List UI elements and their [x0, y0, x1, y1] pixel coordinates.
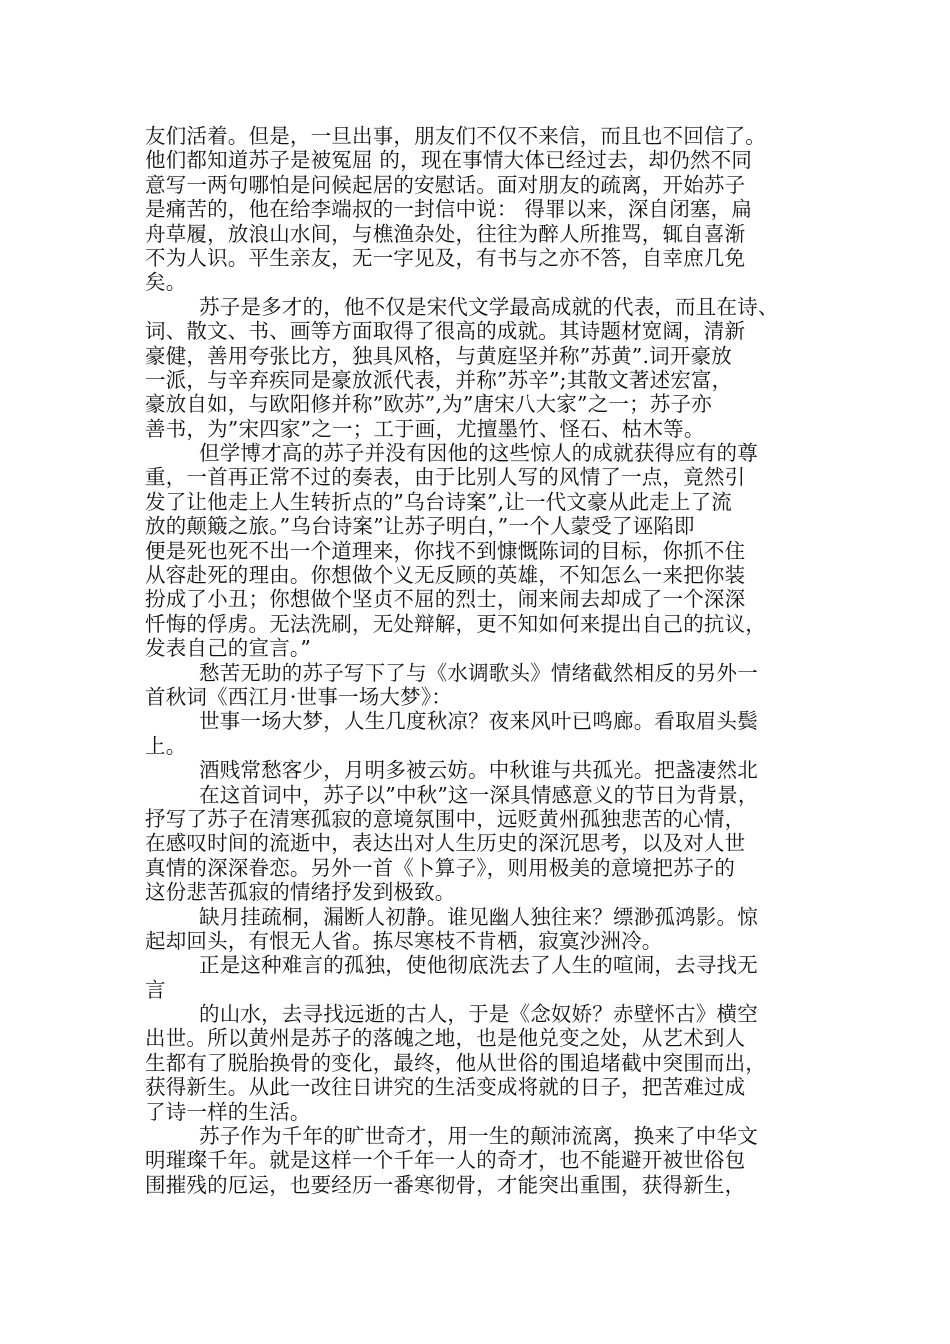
text-line: 善书，为”宋四家”之一；工于画，尤擅墨竹、怪石、枯木等。: [145, 416, 705, 441]
text-line: 重，一首再正常不过的奏表，由于比别人写的风情了一点，竟然引: [145, 465, 746, 490]
text-line: 言: [145, 977, 166, 1002]
text-line: 了诗一样的生活。: [145, 1099, 311, 1124]
text-line: 上。: [145, 733, 187, 758]
text-line: 他们都知道苏子是被冤屈 的，现在事情大体已经过去，却仍然不同: [145, 148, 753, 173]
text-line: 忏悔的俘虏。无法洗刷，无处辩解，更不知如何来提出自己的抗议，: [145, 611, 766, 636]
text-line: 豪健，善用夸张比方，独具风格，与黄庭坚并称”苏黄”.词开豪放: [145, 343, 732, 368]
text-line: 发了让他走上人生转折点的”乌台诗案”,让一代文豪从此走上了流: [145, 489, 732, 514]
text-line: 便是死也死不出一个道理来，你找不到慷慨陈词的目标，你抓不住: [145, 538, 746, 563]
text-line: 矣。: [145, 270, 187, 295]
text-line: 词、散文、书、画等方面取得了很高的成就。其诗题材宽阔，清新: [145, 319, 746, 344]
text-line: 一派，与辛弃疾同是豪放派代表，并称”苏辛”;其散文著述宏富，: [145, 367, 733, 392]
text-line: 在感叹时间的流逝中，表达出对人生历史的深沉思考，以及对人世: [145, 831, 746, 856]
document-body: [145, 124, 807, 1197]
text-line: 围摧残的厄运，也要经历一番寒彻骨，才能突出重围，获得新生，: [145, 1172, 746, 1197]
text-line: 苏子是多才的，他不仅是宋代文学最高成就的代表，而且在诗、: [199, 294, 779, 319]
text-line: 苏子作为千年的旷世奇才，用一生的颠沛流离，换来了中华文: [199, 1124, 758, 1149]
text-line: 获得新生。从此一改往日讲究的生活变成将就的日子，把苦难过成: [145, 1075, 746, 1100]
text-line: 是痛苦的，他在给李端叔的一封信中说： 得罪以来，深自闭塞，扁: [145, 197, 753, 222]
text-line: 正是这种难言的孤独，使他彻底洗去了人生的喧闹，去寻找无: [199, 953, 758, 978]
text-line: 放的颠簸之旅。”乌台诗案”让苏子明白，”一个人蒙受了诬陷即: [145, 514, 695, 539]
text-line: 从容赴死的理由。你想做个义无反顾的英雄，不知怎么一来把你装: [145, 563, 746, 588]
text-line: 这份悲苦孤寂的情绪抒发到极致。: [145, 880, 456, 905]
text-line: 愁苦无助的苏子写下了与《水调歌头》情绪截然相反的另外一: [199, 660, 758, 685]
text-line: 在这首词中，苏子以”中秋”这一深具情感意义的节日为背景，: [199, 782, 759, 807]
text-line: 但学博才高的苏子并没有因他的这些惊人的成就获得应有的尊: [199, 441, 758, 466]
text-line: 的山水，去寻找远逝的古人，于是《念奴娇？赤壁怀古》横空: [199, 1002, 758, 1027]
text-line: 首秋词《西江月·世事一场大梦》：: [145, 684, 452, 709]
text-line: 酒贱常愁客少，月明多被云妨。中秋谁与共孤光。把盏凄然北: [199, 758, 758, 783]
text-line: 缺月挂疏桐，漏断人初静。谁见幽人独往来？缥渺孤鸿影。惊: [199, 904, 758, 929]
text-line: 舟草履，放浪山水间，与樵渔杂处，往往为醉人所推骂，辄自喜渐: [145, 221, 746, 246]
text-line: 世事一场大梦，人生几度秋凉？夜来风叶已鸣廊。看取眉头鬓: [199, 709, 758, 734]
text-line: 抒写了苏子在清寒孤寂的意境氛围中，远贬黄州孤独悲苦的心情，: [145, 806, 746, 831]
text-line: 扮成了小丑；你想做个坚贞不屈的烈士，闹来闹去却成了一个深深: [145, 587, 746, 612]
text-line: 起却回头，有恨无人省。拣尽寒枝不肯栖，寂寞沙洲冷。: [145, 928, 663, 953]
text-line: 出世。所以黄州是苏子的落魄之地，也是他兑变之处，从艺术到人: [145, 1026, 746, 1051]
text-line: 友们活着。但是，一旦出事，朋友们不仅不来信，而且也不回信了。: [145, 124, 766, 148]
text-line: 发表自己的宣言。”: [145, 636, 312, 661]
text-line: 真情的深深眷恋。另外一首《卜算子》，则用极美的意境把苏子的: [145, 855, 736, 880]
text-line: 豪放自如，与欧阳修并称”欧苏”,为”唐宋八大家”之一；苏子亦: [145, 392, 712, 417]
text-line: 意写一两句哪怕是问候起居的安慰话。面对朋友的疏离，开始苏子: [145, 172, 746, 197]
text-line: 明璀璨千年。就是这样一个千年一人的奇才，也不能避开被世俗包: [145, 1148, 746, 1173]
text-line: 生都有了脱胎换骨的变化，最终，他从世俗的围追堵截中突围而出，: [145, 1050, 766, 1075]
text-line: 不为人识。平生亲友，无一字见及，有书与之亦不答，自幸庶几免: [145, 245, 746, 270]
